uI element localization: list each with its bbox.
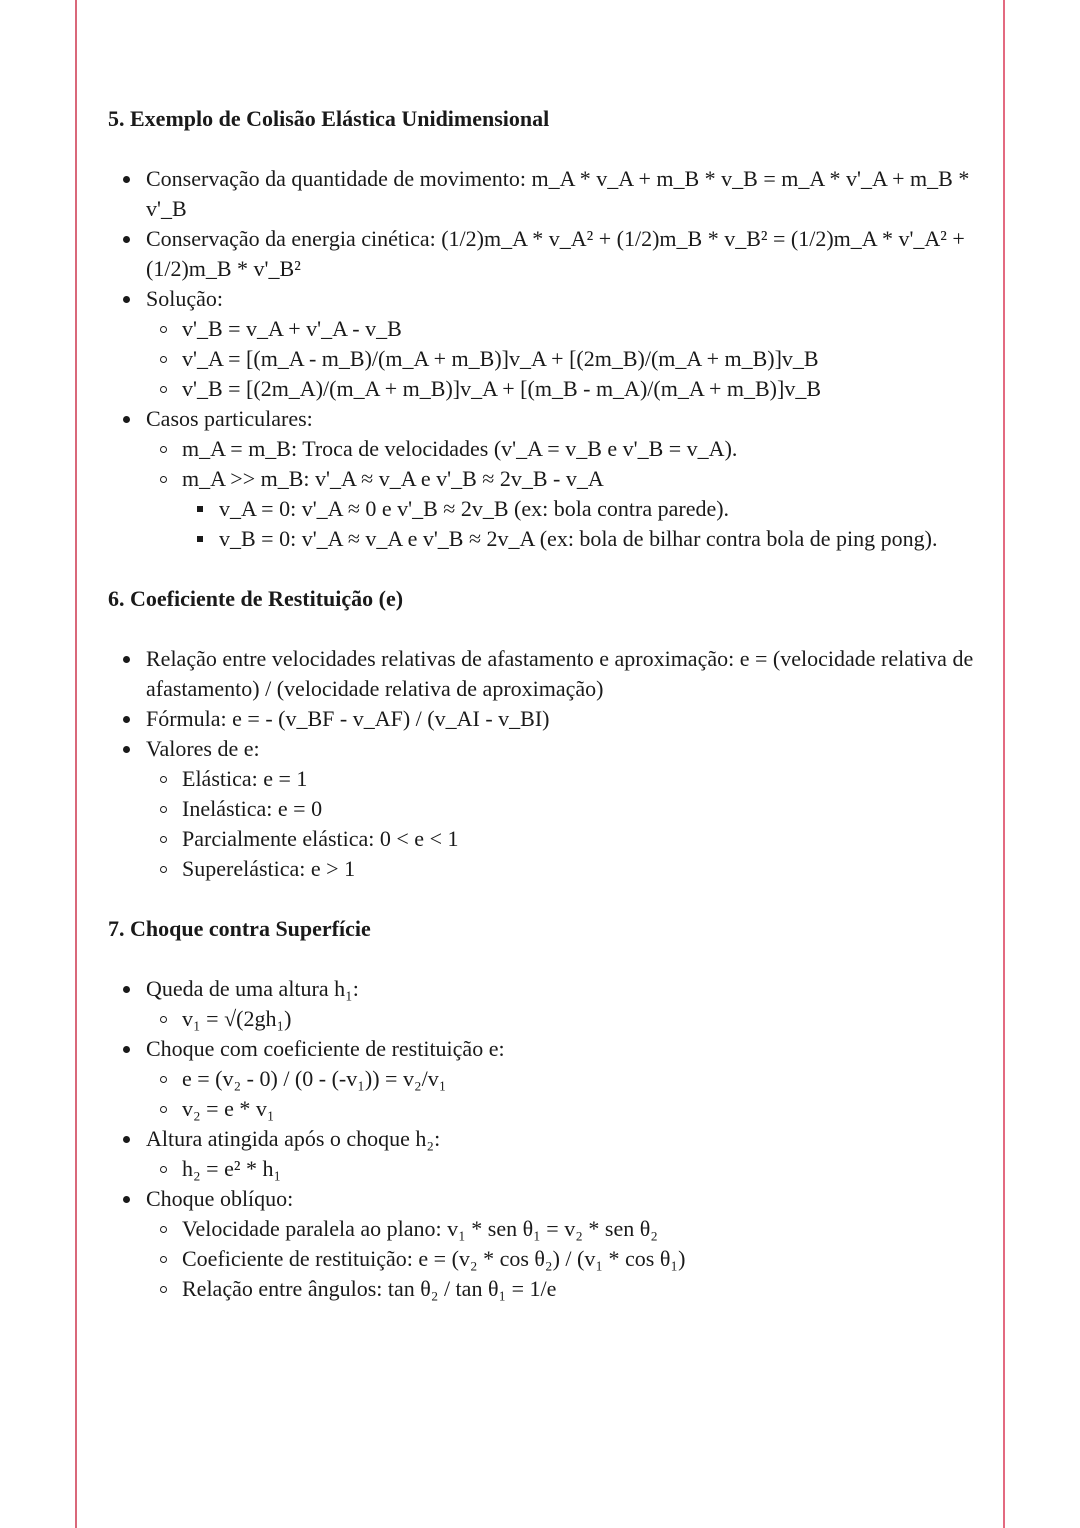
list-item [108, 404, 988, 554]
list-item-text: Choque oblíquo: [146, 1186, 294, 1211]
list-item-text: Relação entre velocidades relativas de afastamento e aproximação: e = (velocidade relativa de afastamento) / (velocidade relativa de aproximação) [146, 646, 974, 701]
list-item [108, 224, 988, 284]
bullet-list [108, 974, 988, 1304]
sub-list-item [146, 1274, 988, 1304]
sub-list [146, 1064, 988, 1124]
sub-list-item [146, 764, 988, 794]
list-item-text: Fórmula: e = - (v_BF - v_AF) / (v_AI - v_BI) [146, 706, 550, 731]
sub-list-item [146, 794, 988, 824]
sub-list-item [146, 314, 988, 344]
list-item [108, 974, 988, 1034]
sub-list-item [146, 824, 988, 854]
sub-sub-list-item [182, 494, 988, 524]
list-item [108, 1124, 988, 1184]
sub-list-item [146, 1214, 988, 1244]
sub-list-item [146, 344, 988, 374]
page-margin-line-right [1003, 0, 1005, 1528]
sub-list-item [146, 434, 988, 464]
bullet-list [108, 644, 988, 884]
bullet-list [108, 164, 988, 554]
sub-list-item [146, 1244, 988, 1274]
list-item-text: Casos particulares: [146, 406, 313, 431]
list-item [108, 644, 988, 704]
list-item-text: m_A = m_B: Troca de velocidades (v'_A = v_B e v'_B = v_A). [182, 436, 738, 461]
section-restitution-coefficient [108, 584, 988, 884]
list-item-text: e = (v₂ - 0) / (0 - (-v₁)) = v₂/v₁ [182, 1066, 447, 1091]
sub-list-item [146, 1094, 988, 1124]
page-margin-line-left [75, 0, 77, 1528]
list-item-text: h₂ = e² * h₁ [182, 1156, 282, 1181]
list-item-text: m_A >> m_B: v'_A ≈ v_A e v'_B ≈ 2v_B - v_A [182, 466, 604, 491]
list-item-text: v'_B = [(2m_A)/(m_A + m_B)]v_A + [(m_B - m_A)/(m_A + m_B)]v_B [182, 376, 822, 401]
sub-sub-list-item [182, 524, 988, 554]
sub-list-item [146, 464, 988, 554]
section-surface-collision [108, 914, 988, 1304]
list-item-text: Solução: [146, 286, 223, 311]
list-item-text: Velocidade paralela ao plano: v₁ * sen θ₁ = v₂ * sen θ₂ [182, 1216, 658, 1241]
document-body [108, 104, 988, 1334]
list-item-text: Elástica: e = 1 [182, 766, 308, 791]
sub-sub-list [182, 494, 988, 554]
sub-list [146, 764, 988, 884]
list-item-text: Queda de uma altura h₁: [146, 976, 359, 1001]
list-item-text: Parcialmente elástica: 0 < e < 1 [182, 826, 459, 851]
sub-list [146, 1154, 988, 1184]
list-item-text: Relação entre ângulos: tan θ₂ / tan θ₁ = 1/e [182, 1276, 557, 1301]
list-item-text: v₂ = e * v₁ [182, 1096, 275, 1121]
sub-list-item [146, 1064, 988, 1094]
list-item-text: v'_B = v_A + v'_A - v_B [182, 316, 402, 341]
list-item [108, 734, 988, 884]
sub-list-item [146, 374, 988, 404]
list-item-text: Altura atingida após o choque h₂: [146, 1126, 441, 1151]
list-item [108, 1034, 988, 1124]
sub-list-item [146, 1004, 988, 1034]
sub-list [146, 434, 988, 554]
list-item-text: Inelástica: e = 0 [182, 796, 323, 821]
section-elastic-collision [108, 104, 988, 554]
section-heading: 5. Exemplo de Colisão Elástica Unidimensional [108, 106, 550, 131]
list-item-text: Choque com coeficiente de restituição e: [146, 1036, 505, 1061]
list-item-text: Conservação da energia cinética: (1/2)m_A * v_A² + (1/2)m_B * v_B² = (1/2)m_A * v'_A² + (1/2)m_B * v'_B² [146, 226, 965, 281]
list-item-text: Superelástica: e > 1 [182, 856, 356, 881]
section-heading: 6. Coeficiente de Restituição (e) [108, 586, 404, 611]
list-item-text: Coeficiente de restituição: e = (v₂ * cos θ₂) / (v₁ * cos θ₁) [182, 1246, 686, 1271]
list-item-text: Valores de e: [146, 736, 260, 761]
list-item [108, 284, 988, 404]
list-item-text: v_B = 0: v'_A ≈ v_A e v'_B ≈ 2v_A (ex: bola de bilhar contra bola de ping pong). [219, 526, 938, 551]
sub-list [146, 1004, 988, 1034]
list-item [108, 164, 988, 224]
sub-list-item [146, 854, 988, 884]
section-heading: 7. Choque contra Superfície [108, 916, 371, 941]
list-item [108, 704, 988, 734]
sub-list [146, 314, 988, 404]
sub-list-item [146, 1154, 988, 1184]
list-item-text: Conservação da quantidade de movimento: m_A * v_A + m_B * v_B = m_A * v'_A + m_B * v'_B [146, 166, 970, 221]
list-item-text: v₁ = √(2gh₁) [182, 1006, 292, 1031]
list-item [108, 1184, 988, 1304]
list-item-text: v_A = 0: v'_A ≈ 0 e v'_B ≈ 2v_B (ex: bola contra parede). [219, 496, 730, 521]
sub-list [146, 1214, 988, 1304]
list-item-text: v'_A = [(m_A - m_B)/(m_A + m_B)]v_A + [(2m_B)/(m_A + m_B)]v_B [182, 346, 819, 371]
